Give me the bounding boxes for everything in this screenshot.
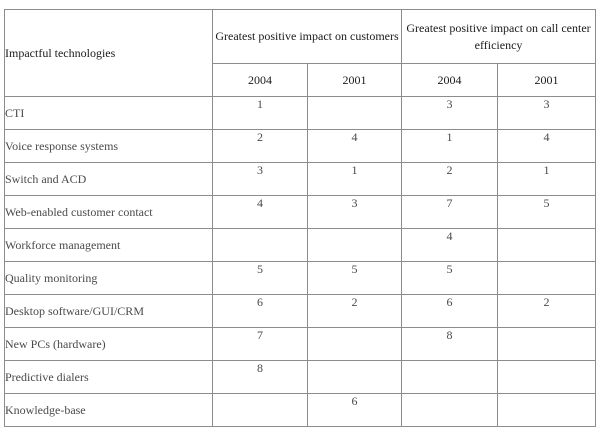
technologies-column-header: Impactful technologies (5, 10, 213, 97)
rank-cell: 2 (213, 130, 308, 163)
rank-cell: 4 (213, 196, 308, 229)
rank-cell (402, 361, 498, 394)
rank-cell: 8 (402, 328, 498, 361)
table-row (5, 130, 596, 163)
technology-label: Predictive dialers (5, 361, 213, 394)
technology-label: Web-enabled customer contact (5, 196, 213, 229)
rank-cell: 4 (308, 130, 402, 163)
technology-label: Voice response systems (5, 130, 213, 163)
table-row (5, 196, 596, 229)
rank-cell: 1 (498, 163, 596, 196)
rank-cell (498, 361, 596, 394)
table-row (5, 97, 596, 130)
rank-cell: 2 (402, 163, 498, 196)
rank-cell: 3 (402, 97, 498, 130)
rank-cell (308, 328, 402, 361)
table-header-row (5, 10, 596, 64)
rank-cell: 1 (308, 163, 402, 196)
rank-cell: 4 (402, 229, 498, 262)
table-row (5, 163, 596, 196)
rank-cell: 2 (308, 295, 402, 328)
year-header: 2004 (402, 64, 498, 97)
table-row (5, 361, 596, 394)
rank-cell: 5 (308, 262, 402, 295)
rank-cell: 5 (498, 196, 596, 229)
technology-label: Switch and ACD (5, 163, 213, 196)
table-row (5, 295, 596, 328)
rank-cell (402, 394, 498, 427)
rank-cell: 6 (402, 295, 498, 328)
rank-cell (213, 229, 308, 262)
technology-label: CTI (5, 97, 213, 130)
rank-cell: 6 (308, 394, 402, 427)
technology-label: Desktop software/GUI/CRM (5, 295, 213, 328)
rank-cell (498, 328, 596, 361)
technology-impact-table (4, 9, 596, 427)
customer-impact-group-header: Greatest positive impact on customers (213, 10, 402, 64)
year-header: 2004 (213, 64, 308, 97)
rank-cell: 8 (213, 361, 308, 394)
rank-cell (308, 97, 402, 130)
rank-cell: 4 (498, 130, 596, 163)
technology-label: Workforce management (5, 229, 213, 262)
table-row (5, 394, 596, 427)
rank-cell: 3 (213, 163, 308, 196)
rank-cell: 1 (402, 130, 498, 163)
year-header: 2001 (308, 64, 402, 97)
rank-cell: 3 (498, 97, 596, 130)
technology-label: Quality monitoring (5, 262, 213, 295)
efficiency-impact-group-header: Greatest positive impact on call center efficiency (402, 10, 596, 64)
rank-cell (498, 262, 596, 295)
technology-label: Knowledge-base (5, 394, 213, 427)
rank-cell: 6 (213, 295, 308, 328)
year-header: 2001 (498, 64, 596, 97)
rank-cell (498, 229, 596, 262)
rank-cell (308, 361, 402, 394)
rank-cell (498, 394, 596, 427)
rank-cell: 5 (402, 262, 498, 295)
rank-cell (308, 229, 402, 262)
rank-cell: 7 (213, 328, 308, 361)
rank-cell: 3 (308, 196, 402, 229)
rank-cell: 1 (213, 97, 308, 130)
rank-cell: 2 (498, 295, 596, 328)
table-row (5, 328, 596, 361)
technology-label: New PCs (hardware) (5, 328, 213, 361)
rank-cell (213, 394, 308, 427)
rank-cell: 7 (402, 196, 498, 229)
rank-cell: 5 (213, 262, 308, 295)
table-row (5, 262, 596, 295)
table-row (5, 229, 596, 262)
